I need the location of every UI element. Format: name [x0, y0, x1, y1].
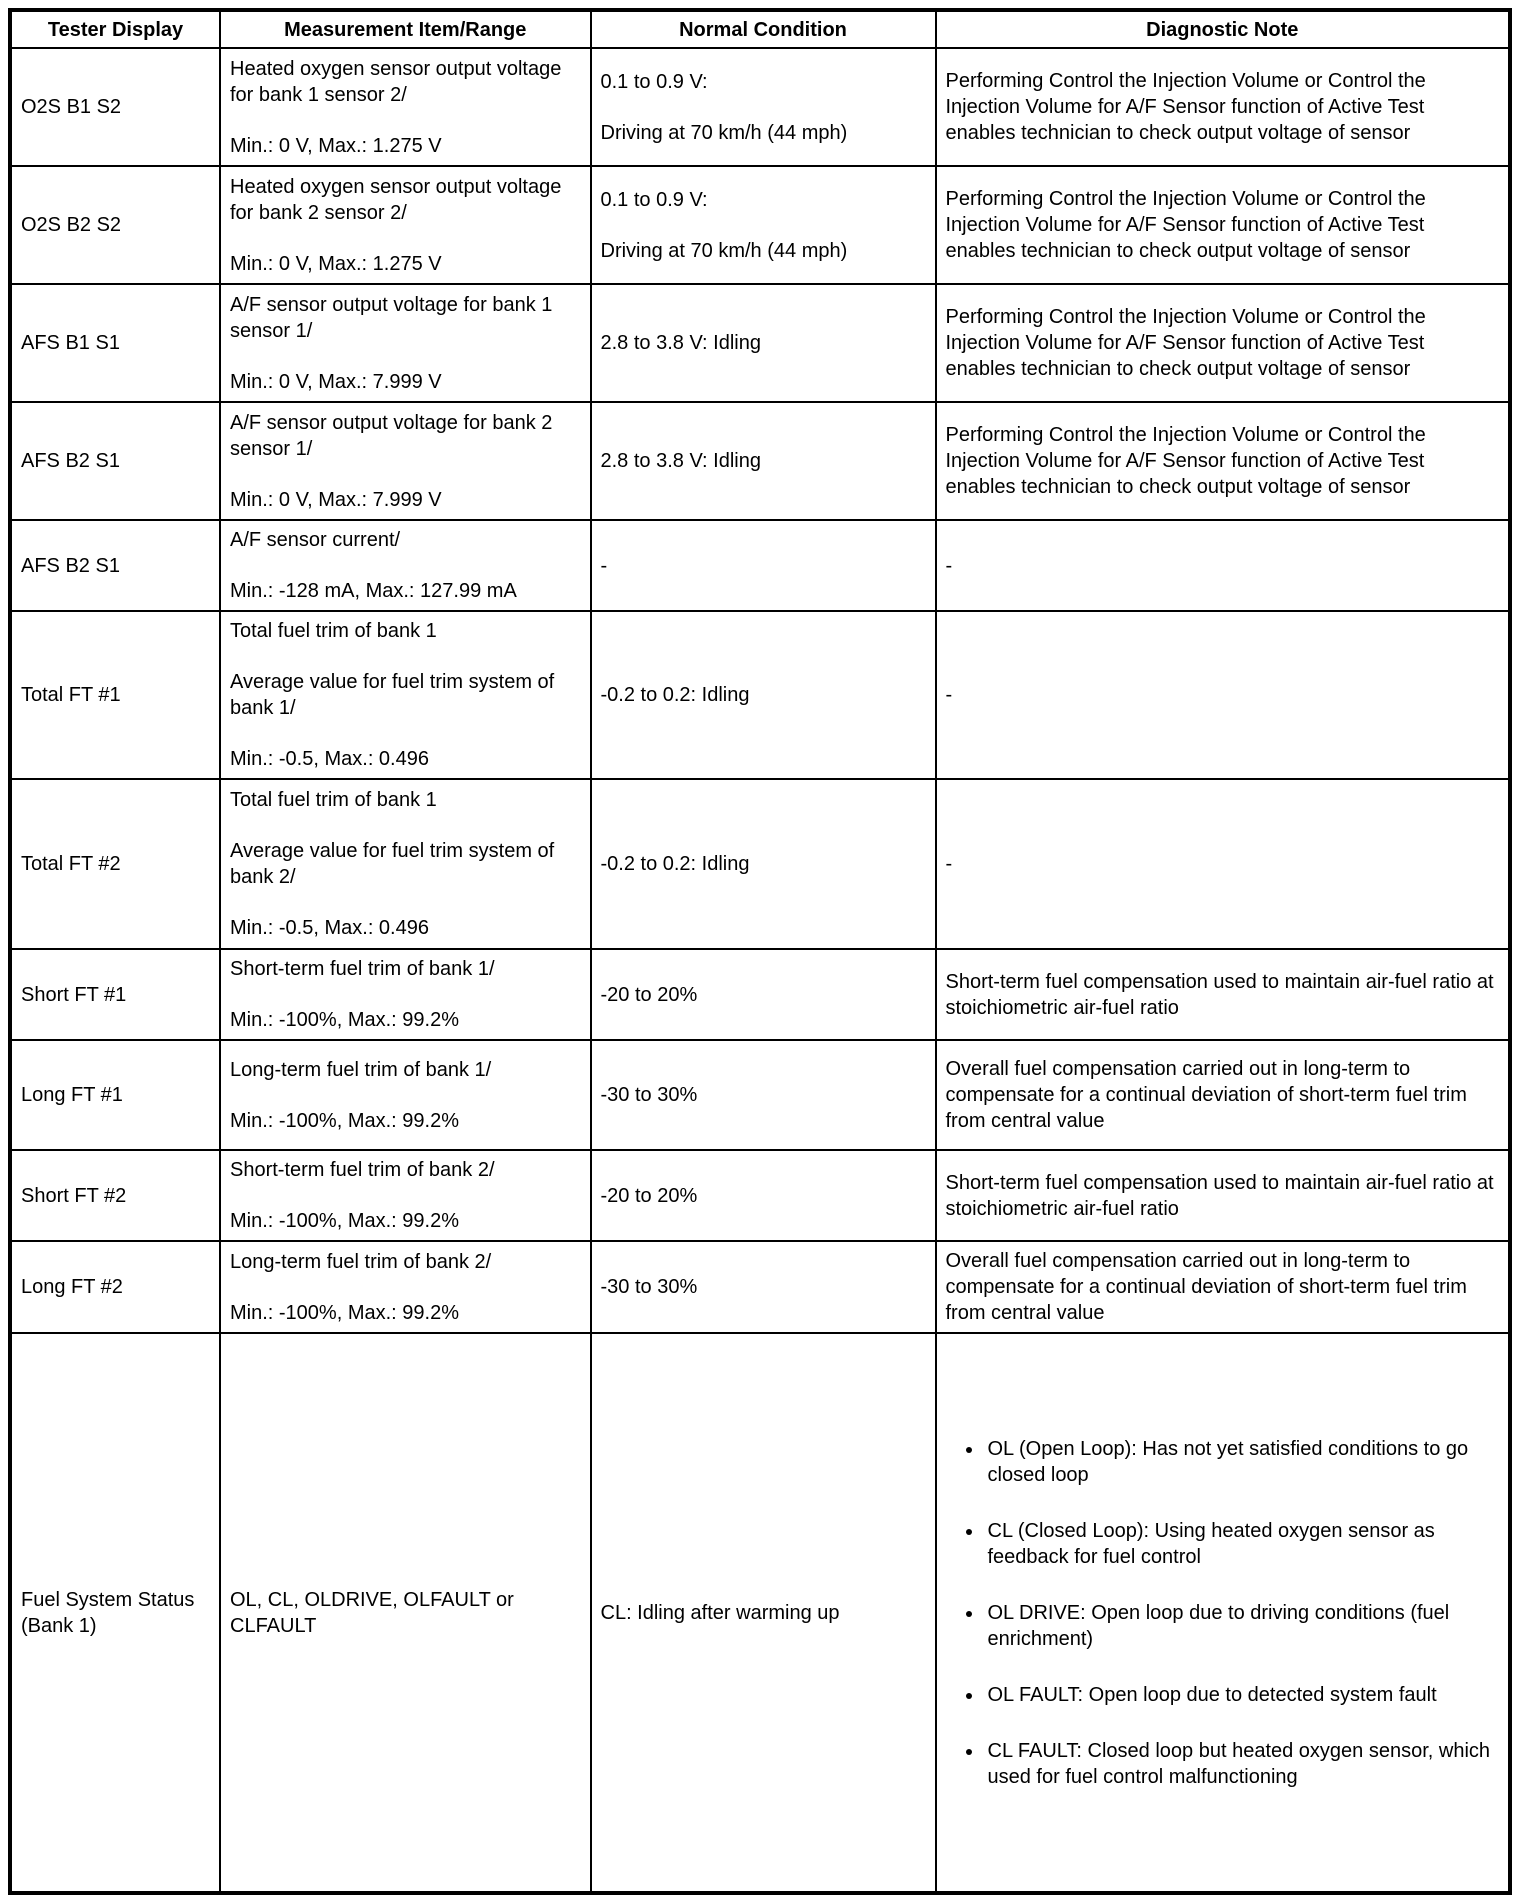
diagnostic-note-cell	[936, 611, 1511, 779]
paragraph: Short-term fuel trim of bank 2/	[230, 1159, 495, 1181]
tester-display-cell: AFS B1 S1	[10, 284, 220, 402]
normal-condition-cell	[591, 1040, 936, 1150]
measurement-cell	[220, 1333, 591, 1893]
bullet-item: • CL (Closed Loop): Using heated oxygen sensor as feedback for fuel control	[984, 1518, 1500, 1570]
tester-display-cell: Total FT #1	[10, 611, 220, 779]
paragraph: Min.: -100%, Max.: 99.2%	[230, 1109, 459, 1132]
paragraph: Heated oxygen sensor output voltage for bank 1 sensor 2/	[230, 57, 562, 106]
paragraph: Heated oxygen sensor output voltage for bank 2 sensor 2/	[230, 175, 562, 224]
paragraph: A/F sensor current/	[230, 529, 401, 551]
paragraph: 2.8 to 3.8 V: Idling	[600, 450, 761, 472]
diagnostic-note-cell	[936, 779, 1511, 949]
normal-condition-cell	[591, 48, 936, 166]
diagnostic-note-cell	[936, 949, 1511, 1040]
tester-display-cell: Fuel System Status (Bank 1)	[10, 1333, 220, 1893]
measurement-cell	[220, 1040, 591, 1150]
table-row	[10, 402, 1510, 520]
normal-condition-cell	[591, 284, 936, 402]
measurement-cell	[220, 520, 591, 611]
tester-display-cell: AFS B2 S1	[10, 402, 220, 520]
paragraph: Performing Control the Injection Volume or Control the Injection Volume for A/F Sensor function of Active Test enables technician to check output voltage of sensor	[945, 424, 1426, 498]
normal-condition-cell	[591, 1333, 936, 1893]
table-row	[10, 611, 1510, 779]
paragraph: Short-term fuel trim of bank 1/	[230, 958, 495, 980]
header-measurement-item-range: Measurement Item/Range	[220, 10, 591, 48]
paragraph: Min.: -0.5, Max.: 0.496	[230, 917, 429, 939]
paragraph: Driving at 70 km/h (44 mph)	[600, 121, 848, 144]
diagnostic-note-cell	[936, 1040, 1511, 1150]
diagnostic-data-table	[8, 8, 1512, 1895]
diagnostic-note-cell	[936, 166, 1511, 284]
paragraph: Min.: 0 V, Max.: 1.275 V	[230, 134, 442, 157]
paragraph: Total fuel trim of bank 1	[230, 789, 437, 811]
paragraph: -	[600, 554, 608, 577]
normal-condition-cell	[591, 402, 936, 520]
paragraph: Overall fuel compensation carried out in long-term to compensate for a continual deviation of short-term fuel trim from central value	[945, 1058, 1467, 1132]
table-row	[10, 1241, 1510, 1333]
tester-display-cell: AFS B2 S1	[10, 520, 220, 611]
paragraph: Short-term fuel compensation used to maintain air-fuel ratio at stoichiometric air-fuel ratio	[945, 970, 1494, 1019]
paragraph: -20 to 20%	[600, 1184, 698, 1207]
measurement-cell	[220, 284, 591, 402]
table-row	[10, 779, 1510, 949]
tester-display-cell: Long FT #1	[10, 1040, 220, 1150]
paragraph: Driving at 70 km/h (44 mph)	[600, 239, 848, 262]
paragraph: Short-term fuel compensation used to maintain air-fuel ratio at stoichiometric air-fuel ratio	[945, 1171, 1494, 1220]
paragraph: Performing Control the Injection Volume or Control the Injection Volume for A/F Sensor function of Active Test enables technician to check output voltage of sensor	[945, 188, 1426, 262]
normal-condition-cell	[591, 166, 936, 284]
header-diagnostic-note: Diagnostic Note	[936, 10, 1511, 48]
paragraph: Average value for fuel trim system of bank 1/	[230, 671, 555, 719]
measurement-cell	[220, 611, 591, 779]
diagnostic-note-cell	[936, 1150, 1511, 1241]
paragraph: -	[945, 853, 953, 875]
header-tester-display: Tester Display	[10, 10, 220, 48]
paragraph: Min.: -100%, Max.: 99.2%	[230, 1009, 459, 1031]
paragraph: Min.: 0 V, Max.: 7.999 V	[230, 370, 442, 393]
normal-condition-cell	[591, 949, 936, 1040]
paragraph: 0.1 to 0.9 V:	[600, 70, 708, 93]
normal-condition-cell	[591, 611, 936, 779]
normal-condition-cell	[591, 1241, 936, 1333]
table-row	[10, 1150, 1510, 1241]
diagnostic-note-cell	[936, 284, 1511, 402]
diagnostic-note-cell	[936, 1241, 1511, 1333]
tester-display-cell: Total FT #2	[10, 779, 220, 949]
table-row	[10, 48, 1510, 166]
paragraph: -0.2 to 0.2: Idling	[600, 853, 750, 875]
paragraph: -0.2 to 0.2: Idling	[600, 684, 750, 706]
diagnostic-note-cell	[936, 1333, 1511, 1893]
paragraph: Average value for fuel trim system of bank 2/	[230, 840, 555, 888]
paragraph: Performing Control the Injection Volume or Control the Injection Volume for A/F Sensor function of Active Test enables technician to check output voltage of sensor	[945, 70, 1426, 144]
tester-display-cell: O2S B2 S2	[10, 166, 220, 284]
paragraph: Min.: -0.5, Max.: 0.496	[230, 748, 429, 770]
measurement-cell	[220, 402, 591, 520]
measurement-cell	[220, 1150, 591, 1241]
paragraph: -30 to 30%	[600, 1276, 698, 1298]
paragraph: OL, CL, OLDRIVE, OLFAULT or CLFAULT	[230, 1588, 514, 1637]
table-row	[10, 284, 1510, 402]
paragraph: A/F sensor output voltage for bank 2 sensor 1/	[230, 411, 553, 460]
paragraph: -	[945, 684, 953, 706]
measurement-cell	[220, 949, 591, 1040]
table-row	[10, 166, 1510, 284]
paragraph: -30 to 30%	[600, 1084, 698, 1106]
normal-condition-cell	[591, 1150, 936, 1241]
tester-display-cell: Short FT #2	[10, 1150, 220, 1241]
tester-display-cell: Long FT #2	[10, 1241, 220, 1333]
paragraph: 2.8 to 3.8 V: Idling	[600, 332, 761, 354]
measurement-cell	[220, 166, 591, 284]
table-row	[10, 520, 1510, 611]
paragraph: -20 to 20%	[600, 983, 698, 1006]
bullet-item: • CL FAULT: Closed loop but heated oxygen sensor, which used for fuel control malfunctioning	[984, 1738, 1500, 1790]
paragraph: A/F sensor output voltage for bank 1 sensor 1/	[230, 293, 553, 342]
paragraph: Overall fuel compensation carried out in long-term to compensate for a continual deviation of short-term fuel trim from central value	[945, 1250, 1467, 1324]
diagnostic-note-cell	[936, 402, 1511, 520]
paragraph: -	[945, 554, 953, 577]
measurement-cell	[220, 779, 591, 949]
header-row	[10, 10, 1510, 48]
measurement-cell	[220, 48, 591, 166]
header-normal-condition: Normal Condition	[591, 10, 936, 48]
diagnostic-note-cell	[936, 520, 1511, 611]
paragraph: Long-term fuel trim of bank 1/	[230, 1058, 492, 1081]
table-row	[10, 949, 1510, 1040]
measurement-cell	[220, 1241, 591, 1333]
tester-display-cell: Short FT #1	[10, 949, 220, 1040]
diagnostic-note-cell	[936, 48, 1511, 166]
table-row	[10, 1333, 1510, 1893]
normal-condition-cell	[591, 520, 936, 611]
table-row	[10, 1040, 1510, 1150]
bullet-item: • OL FAULT: Open loop due to detected system fault	[984, 1682, 1500, 1708]
normal-condition-cell	[591, 779, 936, 949]
paragraph: Min.: -100%, Max.: 99.2%	[230, 1301, 459, 1324]
bullet-item: • OL (Open Loop): Has not yet satisfied conditions to go closed loop	[984, 1436, 1500, 1488]
paragraph: Min.: -100%, Max.: 99.2%	[230, 1210, 459, 1232]
paragraph: CL: Idling after warming up	[600, 1601, 840, 1624]
paragraph: Min.: -128 mA, Max.: 127.99 mA	[230, 580, 517, 602]
diagnostic-note-bullet-list	[946, 1436, 1500, 1790]
paragraph: Total fuel trim of bank 1	[230, 620, 437, 642]
paragraph: 0.1 to 0.9 V:	[600, 188, 708, 211]
bullet-item: • OL DRIVE: Open loop due to driving conditions (fuel enrichment)	[984, 1600, 1500, 1652]
tester-display-cell: O2S B1 S2	[10, 48, 220, 166]
paragraph: Performing Control the Injection Volume or Control the Injection Volume for A/F Sensor function of Active Test enables technician to check output voltage of sensor	[945, 306, 1426, 380]
paragraph: Min.: 0 V, Max.: 1.275 V	[230, 252, 442, 275]
paragraph: Min.: 0 V, Max.: 7.999 V	[230, 488, 442, 511]
paragraph: Long-term fuel trim of bank 2/	[230, 1250, 492, 1273]
